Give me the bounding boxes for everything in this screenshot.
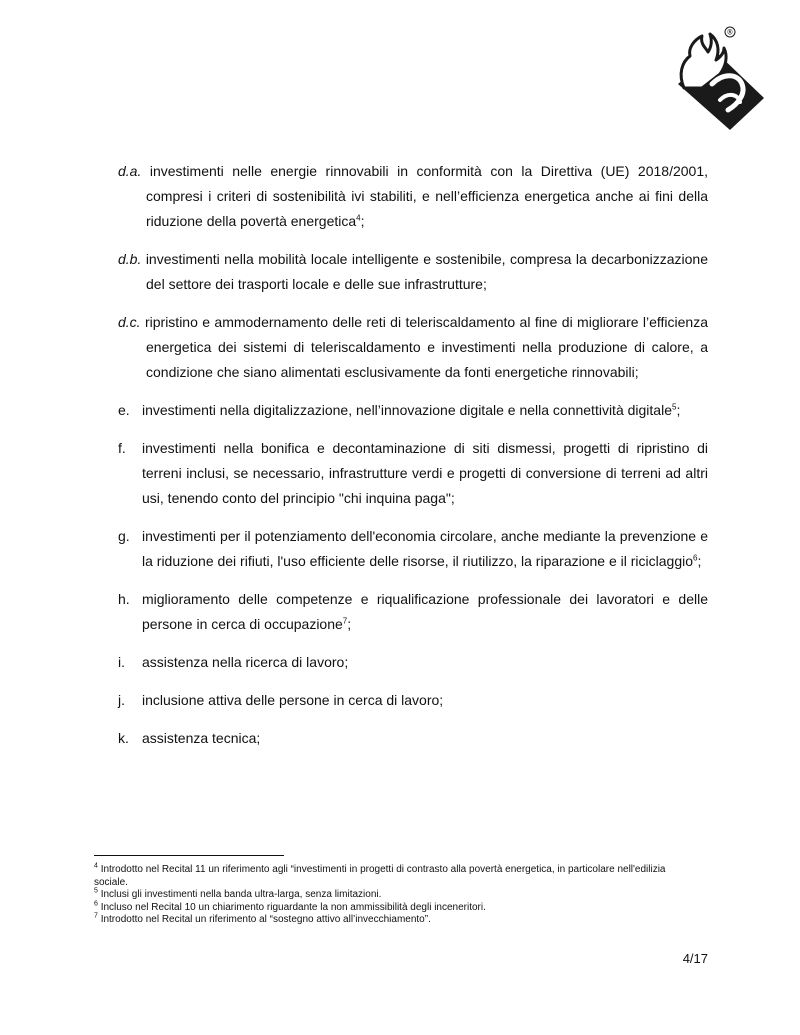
item-text: investimenti nella mobilità locale intelligente e sostenibile, compresa la decarbonizzazione del settore dei trasporti locale e delle sue infrastrutture; <box>145 251 709 292</box>
list-item <box>118 247 708 297</box>
footnote-text: Inclusi gli investimenti nella banda ultra-larga, senza limitazioni. <box>100 889 382 900</box>
list-item <box>118 726 708 751</box>
footnote-number: 4 <box>94 862 98 870</box>
footnote-text: Introdotto nel Recital un riferimento al “sostegno attivo all’invecchiamento”. <box>100 914 431 925</box>
item-text: assistenza tecnica; <box>142 730 261 746</box>
item-marker: j. <box>118 692 125 708</box>
footnote-ref[interactable]: 4 <box>356 213 361 223</box>
list-item <box>118 310 708 385</box>
item-marker: k. <box>118 730 129 746</box>
footnote-ref[interactable]: 7 <box>342 616 348 626</box>
item-text: investimenti nella bonifica e decontaminazione di siti dismessi, progetti di ripristino di terreni inclusi, se necessario, infrastrutture verdi e progetti di conversione di terreni ad altri usi, tenendo conto del principio "chi inquina paga"; <box>142 440 708 506</box>
item-text: investimenti per il potenziamento dell'economia circolare, anche mediante la prevenzione e la riduzione dei rifiuti, l'uso efficiente delle risorse, il riutilizzo, la riparazione e il riciclaggio <box>142 528 708 569</box>
footnote <box>94 914 684 927</box>
item-marker: e. <box>118 402 130 418</box>
item-tail: ; <box>360 213 365 229</box>
list-item <box>118 436 708 511</box>
item-text: investimenti nelle energie rinnovabili in conformità con la Direttiva (UE) 2018/2001, compresi i criteri di sostenibilità ivi stabiliti, e nell’efficienza energetica anche ai fini della riduzione della povertà energetica <box>146 163 708 229</box>
item-marker: f. <box>118 440 126 456</box>
item-text: investimenti nella digitalizzazione, nell’innovazione digitale e nella connettività digitale <box>142 402 672 418</box>
item-text: assistenza nella ricerca di lavoro; <box>142 654 349 670</box>
item-tail: ; <box>697 553 702 569</box>
footnote-text: Incluso nel Recital 10 un chiarimento riguardante la non ammissibilità degli inceneritori. <box>100 901 486 913</box>
list-item <box>118 650 708 675</box>
list-item <box>118 688 708 713</box>
footnote-number: 5 <box>94 887 98 895</box>
list-item <box>118 398 708 423</box>
item-text: miglioramento delle competenze e riqualificazione professionale dei lavoratori e delle persone in cerca di occupazione <box>142 591 708 632</box>
item-tail: ; <box>676 402 681 418</box>
footnote-separator <box>94 855 284 856</box>
footnote <box>94 889 684 902</box>
item-marker: g. <box>118 528 130 544</box>
list-item <box>118 587 708 637</box>
footnote-ref[interactable]: 5 <box>672 402 677 412</box>
item-marker: d.a. <box>118 163 142 179</box>
footnotes <box>94 864 684 927</box>
registered-mark: ® <box>727 29 733 37</box>
page-number: 4/17 <box>682 951 708 966</box>
item-text: inclusione attiva delle persone in cerca di lavoro; <box>142 692 444 708</box>
main-content <box>118 159 708 764</box>
item-marker: i. <box>118 654 125 670</box>
list-item <box>118 159 708 234</box>
item-tail: ; <box>347 616 352 632</box>
footnote <box>94 864 684 889</box>
company-logo <box>672 22 768 134</box>
footnote-number: 7 <box>94 912 98 920</box>
list-item <box>118 524 708 574</box>
footnote-number: 6 <box>94 900 98 908</box>
item-marker: d.c. <box>118 314 141 330</box>
footnote <box>94 902 684 915</box>
item-marker: d.b. <box>118 251 142 267</box>
item-text: ripristino e ammodernamento delle reti di teleriscaldamento al fine di migliorare l’efficienza energetica dei sistemi di teleriscaldamento e investimenti nella produzione di calore, a condizione che siano alimentati esclusivamente da fonti energetiche rinnovabili; <box>144 314 709 380</box>
footnote-ref[interactable]: 6 <box>693 553 698 563</box>
flame-logo-icon <box>672 22 768 134</box>
item-marker: h. <box>118 591 130 607</box>
footnote-text: Introdotto nel Recital 11 un riferimento agli “investimenti in progetti di contrasto alla povertà energetica, in particolare nell'edilizia sociale. <box>94 864 666 888</box>
